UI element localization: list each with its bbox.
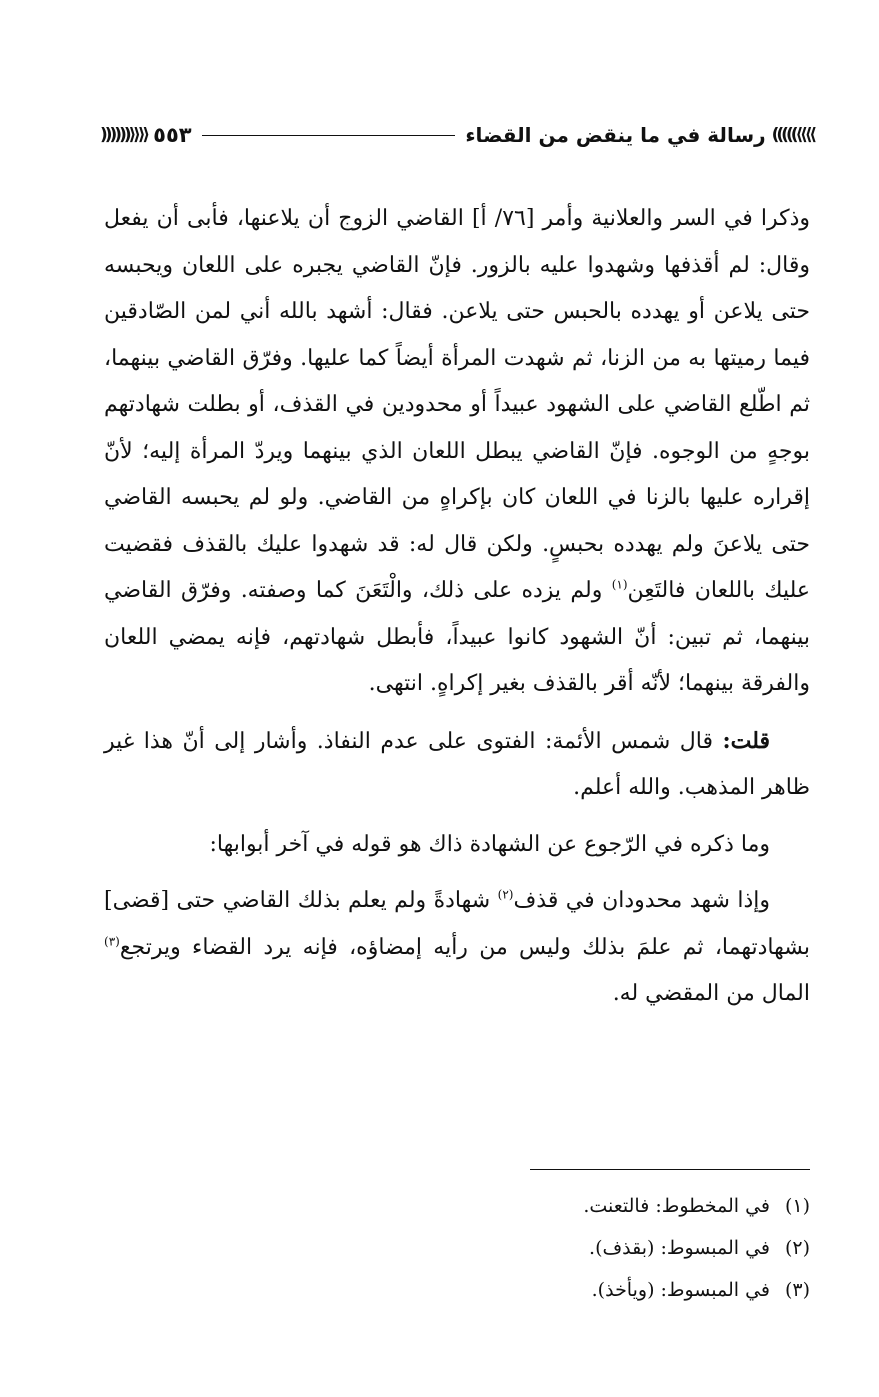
paragraph-text: وما ذكره في الرّجوع عن الشهادة ذاك هو قوله في آخر أبوابها: — [209, 831, 770, 857]
running-title: رسالة في ما ينقض من القضاء — [465, 123, 766, 147]
header-ornament-end: ⟪⟪(((((( — [100, 124, 148, 145]
paragraph-text: وإذا شهد محدودان في قذف — [513, 888, 771, 913]
footnote-text: في المبسوط: (بقذف). — [589, 1237, 770, 1259]
footnote-text: في المخطوط: فالتعنت. — [583, 1195, 770, 1217]
footnote-ref-3[interactable]: (٣) — [104, 934, 120, 949]
running-header — [100, 118, 814, 152]
paragraph-1 — [104, 196, 810, 708]
paragraph-text: قال شمس الأئمة: الفتوى على عدم النفاذ. وأشار إلى أنّ هذا غير ظاهر المذهب. والله أعلم. — [104, 728, 810, 800]
footnote-2 — [104, 1227, 810, 1269]
paragraph-2 — [104, 718, 810, 812]
footnote-number: (٣) — [784, 1279, 810, 1301]
main-text — [104, 196, 810, 1018]
footnote-number: (١) — [784, 1195, 810, 1217]
footnote-separator — [530, 1169, 810, 1170]
footnote-3 — [104, 1269, 810, 1311]
footnote-ref-1[interactable]: (١) — [611, 577, 628, 592]
paragraph-3 — [104, 822, 810, 869]
paragraph-4 — [104, 878, 810, 1018]
footnotes — [104, 1185, 810, 1311]
footnote-number: (٢) — [784, 1237, 810, 1259]
paragraph-text: وذكرا في السر والعلانية وأمر [٧٦/ أ] القاضي الزوج أن يلاعنها، فأبى أن يفعل وقال: لم أقذفها وشهدوا عليه بالزور. فإنّ القاضي يجبره على اللعان ويحبسه حتى يلاعن أو يهدده بالحبس حتى يلاعن. فقال: أشهد بالله أني لمن الصّادقين فيما رميتها به من الزنا، ثم شهدت المرأة أيضاً كما عليها. وفرّق القاضي بينهما، ثم اطّلع القاضي على الشهود عبيداً أو محدودين في القذف، أو بطلت شهادتهم بوجهٍ من الوجوه. فإنّ القاضي يبطل اللعان الذي بينهما ويردّ المرأة إليه؛ لأنّ إقراره عليها بالزنا في اللعان كان بإكراهٍ من القاضي. ولو لم يحبسه القاضي حتى يلاعنَ ولم يهدده بحبسٍ. ولكن قال له: قد شهدوا عليك بالقذف فقضيت عليك باللعان فالتَعِن — [104, 206, 810, 603]
page-number: ٥٥٣ — [153, 123, 192, 147]
footnote-text: في المبسوط: (ويأخذ). — [591, 1279, 770, 1301]
header-rule — [202, 135, 456, 136]
paragraph-text-cont: شهادةً ولم يعلم بذلك القاضي حتى [قضى] بشهادتهما، ثم علمَ بذلك وليس من رأيه إمضاؤه، فإنه يرد القضاء ويرتجع — [104, 888, 810, 960]
lead-word: قلت: — [722, 727, 770, 754]
header-ornament-start: ⟫⟫))))) — [771, 124, 814, 145]
footnote-1 — [104, 1185, 810, 1227]
footnote-ref-2[interactable]: (٢) — [497, 887, 514, 902]
paragraph-text-end: المال من المقضي له. — [612, 981, 810, 1006]
paragraph-text-cont: ولم يزده على ذلك، والْتَعَنَ كما وصفته. وفرّق القاضي بينهما، ثم تبين: أنّ الشهود كانوا عبيداً، فأبطل شهادتهم، فإنه يمضي اللعان والفرقة بينهما؛ لأنّه أقر بالقذف بغير إكراهٍ. انتهى. — [104, 578, 810, 696]
